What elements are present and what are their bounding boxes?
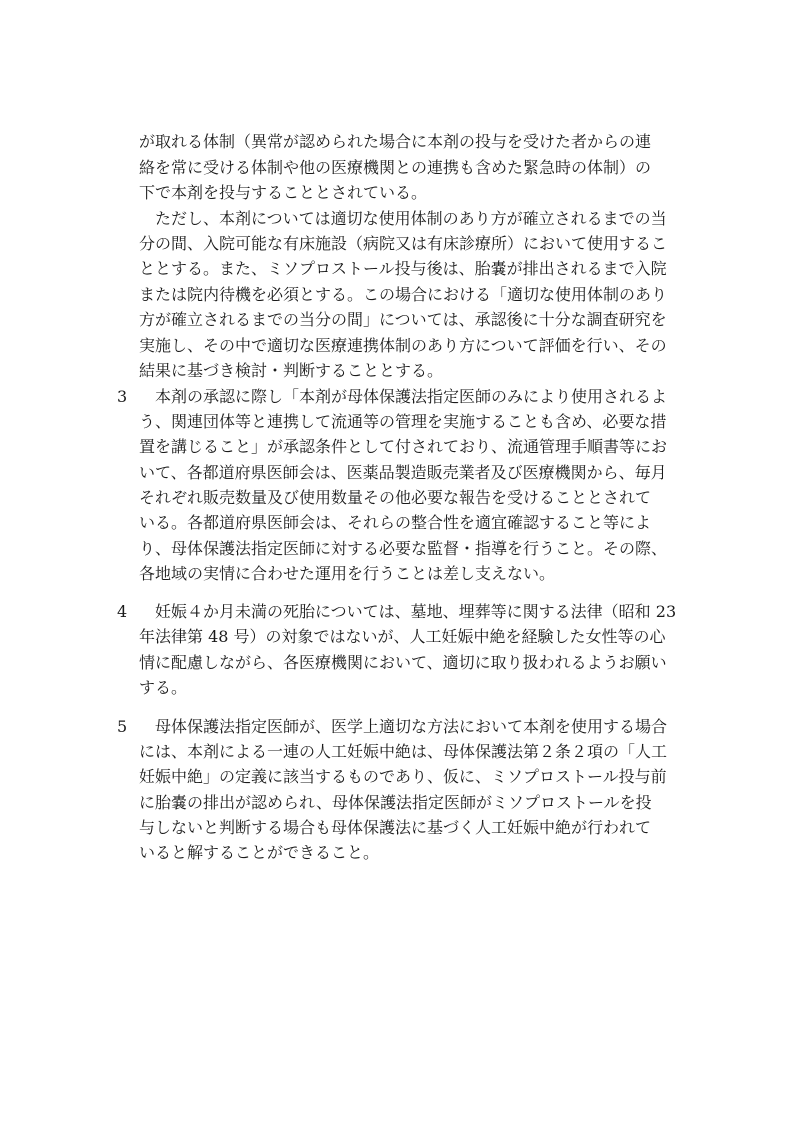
item5-line: いると解することができること。: [139, 843, 380, 862]
section2-line: 下で本剤を投与することとされている。: [139, 183, 428, 202]
item5-line: に胎嚢の排出が認められ、母体保護法指定医師がミソプロストールを投: [139, 793, 652, 812]
section2-line: が取れる体制（異常が認められた場合に本剤の投与を受けた者からの連: [139, 132, 652, 151]
item5-line: 与しないと判断する場合も母体保護法に基づく人工妊娠中絶が行われて: [139, 818, 652, 837]
section2-line: ただし、本剤については適切な使用体制のあり方が確立されるまでの当: [155, 209, 667, 228]
item3-line: 置を講じること」が承認条件として付されており、流通管理手順書等にお: [139, 437, 668, 456]
item5-line: 妊娠中絶」の定義に該当するものであり、仮に、ミソプロストール投与前: [139, 767, 667, 786]
item5-line: には、本剤による一連の人工妊娠中絶は、母体保護法第２条２項の「人工: [139, 742, 668, 761]
item3-line: り、母体保護法指定医師に対する必要な監督・指導を行うこと。その際、: [139, 539, 668, 558]
item4-line: する。: [139, 678, 188, 697]
item3-line: 各地域の実情に合わせた運用を行うことは差し支えない。: [139, 564, 556, 583]
section2-line: 絡を常に受ける体制や他の医療機関との連携も含めた緊急時の体制）の: [139, 158, 652, 177]
section2-line: 実施し、その中で適切な医療連携体制のあり方について評価を行い、その: [139, 336, 667, 355]
item4-line: 情に配慮しながら、各医療機関において、適切に取り扱われるようお願い: [139, 653, 667, 672]
item5-number: 5: [117, 717, 128, 736]
item3-line: う、関連団体等と連携して流通等の管理を実施することも含め、必要な措: [139, 412, 667, 431]
item4-line: 妊娠４か月未満の死胎については、墓地、埋葬等に関する法律（昭和 23: [155, 602, 677, 621]
item3-line: 本剤の承認に際し「本剤が母体保護法指定医師のみにより使用されるよ: [155, 387, 668, 406]
item3-line: それぞれ販売数量及び使用数量その他必要な報告を受けることとされて: [139, 488, 652, 507]
item4-line: 年法律第 48 号）の対象ではないが、人工妊娠中絶を経験した女性等の心: [139, 627, 666, 646]
item3-line: いて、各都道府県医師会は、医薬品製造販売業者及び医療機関から、毎月: [139, 463, 667, 482]
section2-line: 方が確立されるまでの当分の間」については、承認後に十分な調査研究を: [139, 310, 667, 329]
section2-line: または院内待機を必須とする。この場合における「適切な使用体制のあり: [139, 285, 668, 304]
section2-line: 分の間、入院可能な有床施設（病院又は有床診療所）において使用するこ: [139, 234, 668, 253]
item5-line: 母体保護法指定医師が、医学上適切な方法において本剤を使用する場合: [155, 717, 668, 736]
section2-line: 結果に基づき検討・判断することとする。: [139, 361, 444, 380]
item3-number: 3: [117, 387, 128, 406]
section2-line: ととする。また、ミソプロストール投与後は、胎嚢が排出されるまで入院: [139, 259, 667, 278]
item4-number: 4: [117, 602, 128, 621]
item3-line: いる。各都道府県医師会は、それらの整合性を適宜確認すること等によ: [139, 513, 652, 532]
